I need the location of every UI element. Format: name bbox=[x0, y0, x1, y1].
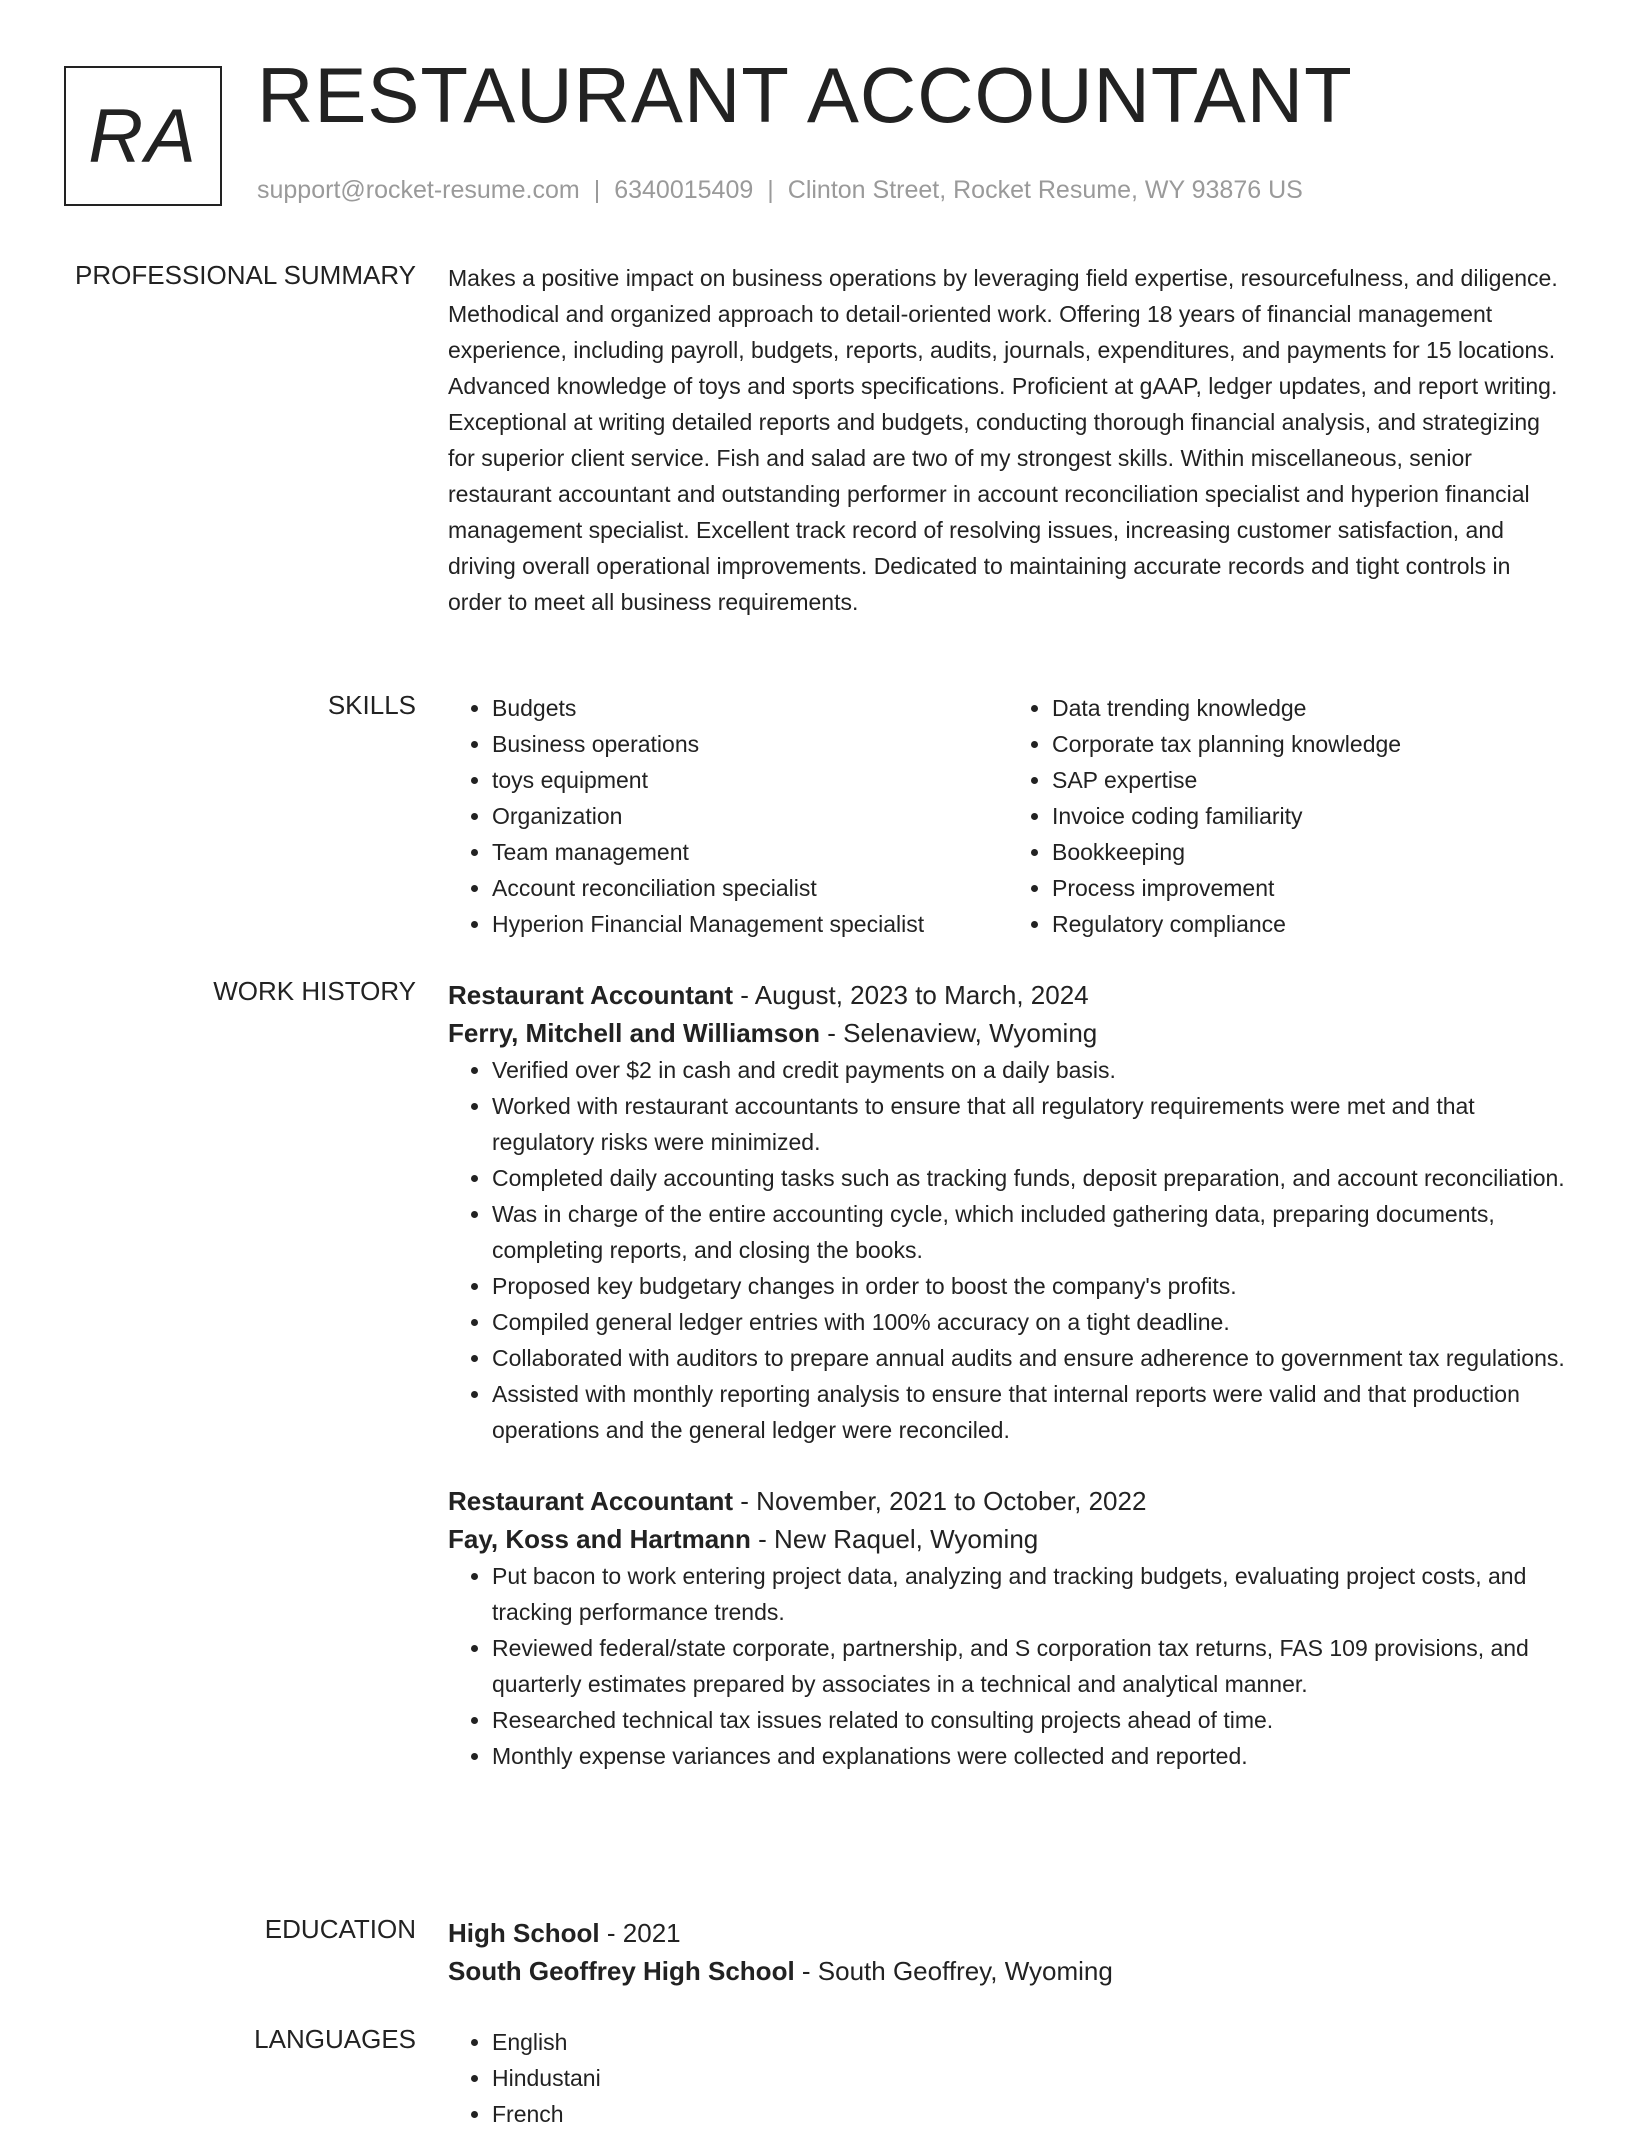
job-location: - Selenaview, Wyoming bbox=[820, 1018, 1098, 1048]
languages-list bbox=[448, 2024, 1568, 2132]
job-location: - New Raquel, Wyoming bbox=[750, 1524, 1039, 1554]
job-entry bbox=[448, 976, 1568, 1448]
contact-email: support@rocket-resume.com bbox=[257, 176, 580, 204]
job-title-line bbox=[448, 1482, 1568, 1520]
monogram: RA bbox=[64, 66, 222, 206]
job-title: Restaurant Accountant bbox=[448, 980, 734, 1010]
job-bullet: • Was in charge of the entire accounting cycle, which included gathering data, preparing documents, completing reports, and closing the books. bbox=[492, 1196, 1568, 1268]
skill-item: • Process improvement bbox=[1052, 870, 1568, 906]
section-label-skills: SKILLS bbox=[327, 690, 416, 720]
language-item: • English bbox=[492, 2024, 1568, 2060]
education-school: South Geoffrey High School bbox=[448, 1956, 795, 1986]
job-bullet: • Verified over $2 in cash and credit payments on a daily basis. bbox=[492, 1052, 1568, 1088]
work-content bbox=[448, 976, 1568, 1774]
job-bullet: • Proposed key budgetary changes in order to boost the company's profits. bbox=[492, 1268, 1568, 1304]
skill-item: • Bookkeeping bbox=[1052, 834, 1568, 870]
education-degree-line bbox=[448, 1914, 1568, 1952]
summary-text: Makes a positive impact on business operations by leveraging field expertise, resourcefulness, and diligence. Methodical and organized approach to detail-oriented work. Offering 18 years of financial management experience, including payroll, budgets, reports, audits, journals, expenditures, and payments for 15 locations. Advanced knowledge of toys and sports specifications. Proficient at gAAP, ledger updates, and report writing. Exceptional at writing detailed reports and budgets, conducting thorough financial analysis, and strategizing for superior client service. Fish and salad are two of my strongest skills. Within miscellaneous, senior restaurant accountant and outstanding performer in account reconciliation specialist and hyperion financial management specialist. Excellent track record of resolving issues, increasing customer satisfaction, and driving overall operational improvements. Dedicated to maintaining accurate records and tight controls in order to meet all business requirements. bbox=[448, 265, 1558, 615]
language-item: • French bbox=[492, 2096, 1568, 2132]
job-entry bbox=[448, 1482, 1568, 1774]
job-bullet: • Compiled general ledger entries with 100% accuracy on a tight deadline. bbox=[492, 1304, 1568, 1340]
skill-item: • Data trending knowledge bbox=[1052, 690, 1568, 726]
education-year: - 2021 bbox=[599, 1918, 681, 1948]
skill-item: • Organization bbox=[492, 798, 1008, 834]
skills-list-right bbox=[1008, 690, 1568, 942]
skill-item: • Regulatory compliance bbox=[1052, 906, 1568, 942]
job-bullet: • Monthly expense variances and explanations were collected and reported. bbox=[492, 1738, 1568, 1774]
contact-phone: 6340015409 bbox=[614, 176, 754, 204]
skill-item: • SAP expertise bbox=[1052, 762, 1568, 798]
job-bullet: • Worked with restaurant accountants to ensure that all regulatory requirements were met and that regulatory risks were minimized. bbox=[492, 1088, 1568, 1160]
job-bullet: • Assisted with monthly reporting analysis to ensure that internal reports were valid and that production operations and the general ledger were reconciled. bbox=[492, 1376, 1568, 1448]
job-title-line bbox=[448, 976, 1568, 1014]
job-bullet: • Collaborated with auditors to prepare annual audits and ensure adherence to government tax regulations. bbox=[492, 1340, 1568, 1376]
contact-line bbox=[257, 176, 1303, 205]
skill-item: • Account reconciliation specialist bbox=[492, 870, 1008, 906]
section-label-summary: PROFESSIONAL SUMMARY bbox=[75, 260, 416, 290]
skill-item: • Hyperion Financial Management specialist bbox=[492, 906, 1008, 942]
contact-separator: | bbox=[767, 176, 774, 204]
languages-content bbox=[448, 2024, 1568, 2132]
summary-content bbox=[448, 260, 1568, 620]
skill-item: • toys equipment bbox=[492, 762, 1008, 798]
job-bullets bbox=[448, 1052, 1568, 1448]
job-bullet: • Put bacon to work entering project data, analyzing and tracking budgets, evaluating project costs, and tracking performance trends. bbox=[492, 1558, 1568, 1630]
resume-name: RESTAURANT ACCOUNTANT bbox=[257, 51, 1353, 139]
section-label-languages: LANGUAGES bbox=[254, 2024, 416, 2054]
education-degree: High School bbox=[448, 1918, 600, 1948]
job-company: Ferry, Mitchell and Williamson bbox=[448, 1018, 821, 1048]
job-company-line bbox=[448, 1014, 1568, 1052]
job-bullet: • Completed daily accounting tasks such as tracking funds, deposit preparation, and account reconciliation. bbox=[492, 1160, 1568, 1196]
section-label-work: WORK HISTORY bbox=[213, 976, 416, 1006]
skill-item: • Team management bbox=[492, 834, 1008, 870]
skill-item: • Invoice coding familiarity bbox=[1052, 798, 1568, 834]
contact-address: Clinton Street, Rocket Resume, WY 93876 US bbox=[787, 176, 1303, 204]
skill-item: • Business operations bbox=[492, 726, 1008, 762]
language-item: • Hindustani bbox=[492, 2060, 1568, 2096]
contact-separator: | bbox=[593, 176, 601, 204]
job-dates: - August, 2023 to March, 2024 bbox=[733, 980, 1089, 1010]
job-title: Restaurant Accountant bbox=[448, 1486, 734, 1516]
job-bullets bbox=[448, 1558, 1568, 1774]
job-company: Fay, Koss and Hartmann bbox=[448, 1524, 751, 1554]
skill-item: • Corporate tax planning knowledge bbox=[1052, 726, 1568, 762]
job-company-line bbox=[448, 1520, 1568, 1558]
education-school-line bbox=[448, 1952, 1568, 1990]
education-location: - South Geoffrey, Wyoming bbox=[794, 1956, 1113, 1986]
skills-content bbox=[448, 690, 1568, 942]
skill-item: • Budgets bbox=[492, 690, 1008, 726]
section-label-education: EDUCATION bbox=[264, 1914, 416, 1944]
education-content bbox=[448, 1914, 1568, 1990]
job-bullet: • Researched technical tax issues related to consulting projects ahead of time. bbox=[492, 1702, 1568, 1738]
skills-list-left bbox=[448, 690, 1008, 942]
job-dates: - November, 2021 to October, 2022 bbox=[733, 1486, 1147, 1516]
job-bullet: • Reviewed federal/state corporate, partnership, and S corporation tax returns, FAS 109 provisions, and quarterly estimates prepared by associates in a technical and analytical manner. bbox=[492, 1630, 1568, 1702]
